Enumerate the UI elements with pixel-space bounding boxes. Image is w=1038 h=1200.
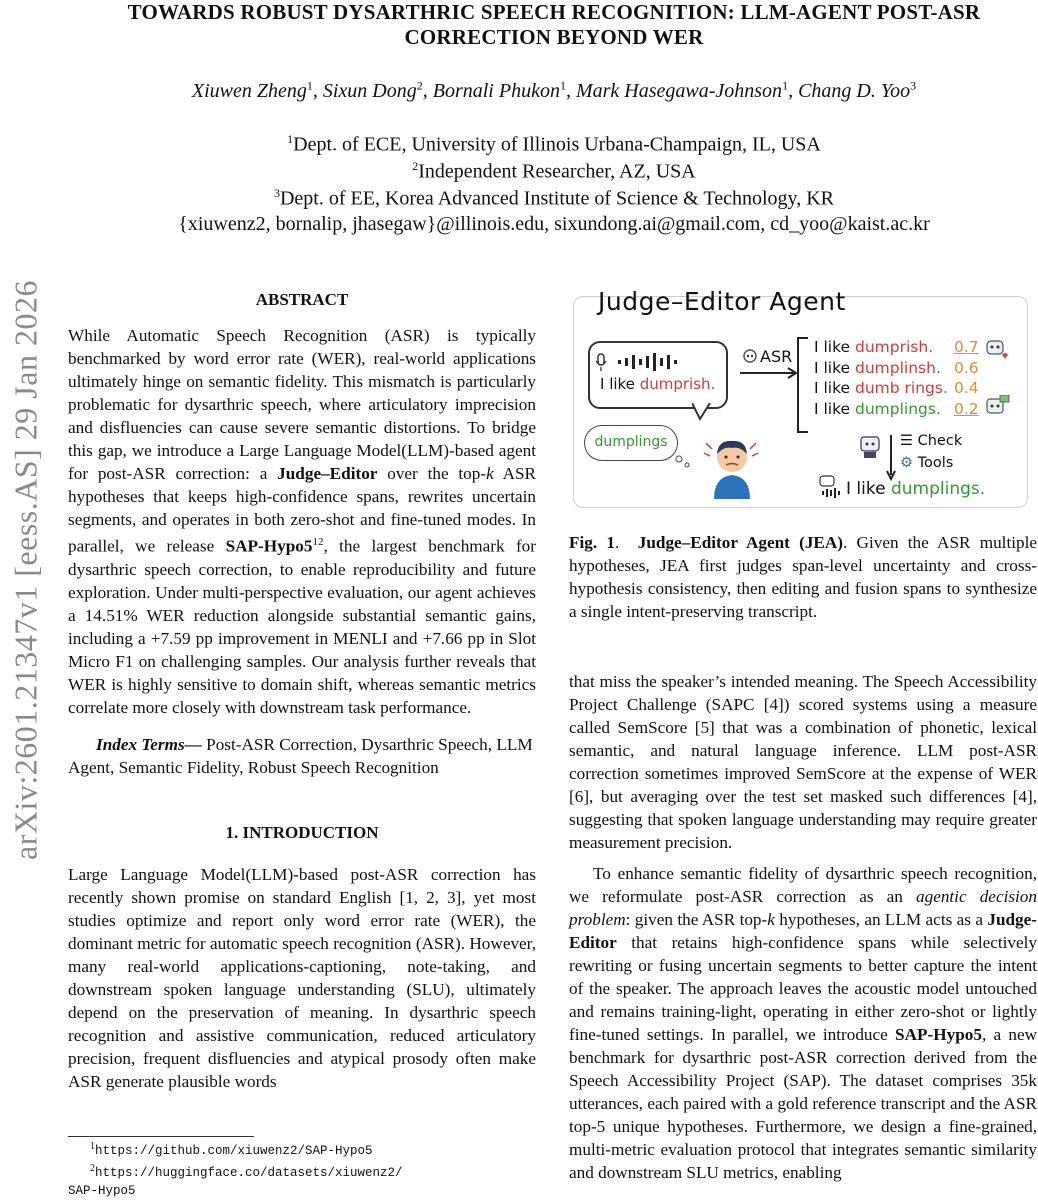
score-4: 0.2: [954, 399, 979, 418]
hypotheses-bracket: [796, 337, 810, 433]
author: Sixun Dong$^2$: [322, 78, 423, 102]
hypothesis-2: I like dumplinsh.: [814, 358, 941, 377]
footnote-2-cont[interactable]: SAP-Hypo5: [68, 1184, 136, 1199]
author: Chang D. Yoo$^3$: [798, 78, 917, 102]
author: Mark Hasegawa-Johnson$^1$: [575, 78, 789, 102]
thought-dots: [674, 455, 704, 475]
speech-text: I like dumprish.: [600, 375, 716, 393]
gear-icon: ⚙: [900, 455, 913, 471]
affiliation-1: $^1$Dept. of ECE, University of Illinois Urbana-Champaign, IL, USA: [287, 132, 821, 156]
check-step: ☰ Check: [900, 433, 963, 449]
hypothesis-4: I like dumplings.: [814, 399, 941, 418]
footnote-rule: [68, 1136, 254, 1137]
tools-step: ⚙ Tools: [900, 455, 954, 471]
judge-robot-icon: [984, 335, 1010, 361]
title-line-1: TOWARDS ROBUST DYSARTHRIC SPEECH RECOGNITION: LLM-AGENT POST-ASR: [127, 0, 981, 24]
footnote-1[interactable]: $^1$https://github.com/xiuwenz2/SAP-Hypo5: [90, 1141, 373, 1159]
hypothesis-3: I like dumb rings.: [814, 379, 948, 397]
score-2: 0.6: [954, 358, 979, 377]
left-column: [68, 290, 536, 1093]
hypotheses-list: [814, 337, 948, 419]
bubble-tail: [692, 403, 722, 423]
speaker-icon: [702, 433, 762, 499]
intro-paragraph-1: Large Language Model(LLM)-based post-ASR correction has recently shown promise on standard English [1, 2, 3], yet most studies optimize and report only word error rate (WER), the dominant metric for automatic speech recognition (ASR). However, many real-world applications-captioning, note-taking, and downstream spoken language understanding (SLU), ultimately depend on the preservation of meaning. In dysarthric speech recognition and assistive communication, reduced articulatory precision, frequent disfluencies and atypical prosody often make ASR generate plausible words: [68, 864, 536, 1091]
arxiv-identifier: arXiv:2601.21347v1 [eess.AS] 29 Jan 2026: [7, 280, 44, 860]
output-transcript: I like dumplings.: [846, 479, 986, 499]
footnotes: [68, 1138, 536, 1200]
paper-title: [70, 0, 1038, 50]
hypothesis-1: I like dumprish.: [814, 338, 934, 356]
score-1: 0.7: [954, 338, 979, 356]
thought-cloud: dumplings: [584, 425, 678, 461]
agent-robot-icon: [859, 433, 881, 459]
right-column: [569, 670, 1037, 1184]
hypothesis-scores: [954, 337, 979, 419]
index-terms: Index Terms— Post-ASR Correction, Dysarthric Speech, LLM Agent, Semantic Fidelity, Robust Speech Recognition: [68, 734, 533, 777]
figure-title: Judge–Editor Agent: [598, 287, 846, 316]
editor-robot-icon: [984, 395, 1010, 421]
abstract-text: While Automatic Speech Recognition (ASR) is typically benchmarked by word error rate (WER), real-world applications ultimately hinge on semantic fidelity. This mismatch is particularly problematic for dysarthric speech, where articulatory imprecision and disfluencies can cause severe semantic distortions. To bridge this gap, we introduce a Large Language Model(LLM)-based agent for post-ASR correction: a Judge–Editor over the top-k ASR hypotheses that keeps high-confidence spans, rewrites uncertain segments, and operates in both zero-shot and fine-tuned modes. In parallel, we release SAP-$Hypo5^{12}$, the largest benchmark for dysarthric speech correction, to enable reproducibility and future exploration. Under multi-perspective evaluation, our agent achieves a 14.51% WER reduction alongside substantial semantic gains, including a +7.59 pp improvement in MENLI and +7.66 pp in Slot Micro F1 on challenging samples. Our analysis further reveals that WER is highly sensitive to domain shift, whereas semantic metrics correlate more closely with downstream task performance.: [68, 326, 537, 717]
figure-caption: Fig. 1. Judge–Editor Agent (JEA). Given the ASR multiple hypotheses, JEA first judges span-level uncertainty and cross-hypothesis consistency, then editing and fusion spans to synthesize a single intent-preserving transcript.: [569, 533, 1037, 621]
title-line-2: CORRECTION BEYOND WER: [404, 25, 704, 49]
footnote-2[interactable]: $^2$https://huggingface.co/datasets/xiuwenz2/: [90, 1163, 403, 1181]
speech-bubble: [588, 341, 728, 409]
figure-judge-editor: [573, 287, 1028, 508]
waveform-icon: [596, 351, 726, 373]
author: Bornali Phukon$^1$: [432, 78, 566, 102]
author: Xiuwen Zheng$^1$: [191, 78, 313, 102]
affiliation-2: $^2$Independent Researcher, AZ, USA: [412, 159, 696, 183]
affiliation-3: $^3$Dept. of EE, Korea Advanced Institute of Science & Technology, KR: [273, 186, 834, 210]
abstract-heading: ABSTRACT: [255, 290, 349, 309]
author-list: Xiuwen Zheng$^1$, Sixun Dong$^2$, Bornali Phukon$^1$, Mark Hasegawa-Johnson$^1$, Chang D. Yoo$^3$: [191, 78, 917, 102]
intro-heading: 1. INTRODUCTION: [225, 822, 379, 842]
arxiv-sidebar: [0, 0, 52, 1200]
score-3: 0.4: [954, 379, 979, 397]
down-arrow: [886, 435, 896, 481]
author-emails: {xiuwenz2, bornalip, jhasegaw}@illinois.edu, sixundong.ai@gmail.com, cd_yoo@kaist.ac.kr: [178, 213, 930, 235]
intro-paragraph-1-continued: that miss the speaker’s intended meaning. The Speech Accessibility Project Challenge (SAPC [4]) scored systems using a measure called SemScore [5] that was a combination of phonetic, lexical semantic, and natural language inference. LLM post-ASR correction sometimes improved SemScore at the expense of WER [6], but averaging over the test set masked such differences [4], suggesting that spoken language understanding may require greater measurement precision.: [569, 672, 1037, 852]
asr-label: ASR: [760, 347, 793, 366]
intro-paragraph-2: To enhance semantic fidelity of dysarthric speech recognition, we reformulate post-ASR correction as an agentic decision problem: given the ASR top-k hypotheses, an LLM acts as a Judge-Editor that retains high-confidence spans while selectively rewriting or fusing uncertain segments to better capture the intent of the speaker. The approach leaves the acoustic model untouched and remains training-light, operating in either zero-shot or lightly fine-tuned settings. In parallel, we introduce SAP-Hypo5, a new benchmark for dysarthric post-ASR correction derived from the Speech Accessibility Project (SAP). The dataset comprises 35k utterances, each paired with a gold reference transcript and the ASR top-5 unique hypotheses. Furthermore, we design a fine-grained, multi-metric evaluation protocol that integrates semantic similarity and downstream SLU metrics, enabling: [569, 864, 1038, 1182]
